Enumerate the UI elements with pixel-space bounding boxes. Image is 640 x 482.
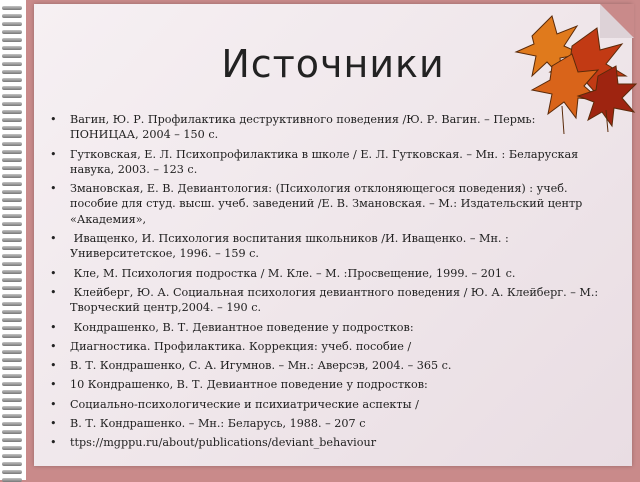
- spiral-ring: [2, 334, 22, 338]
- spiral-ring: [2, 238, 22, 242]
- spiral-ring: [2, 470, 22, 474]
- bullet: •: [50, 320, 57, 334]
- bullet: •: [50, 266, 57, 280]
- spiral-ring: [2, 270, 22, 274]
- spiral-ring: [2, 478, 22, 482]
- list-item-text: Гутковская, Е. Л. Психопрофилактика в школе / Е. Л. Гутковская. – Мн. : Беларуская навука, 2003. – 123 с.: [70, 147, 582, 176]
- spiral-ring: [2, 318, 22, 322]
- spiral-ring: [2, 214, 22, 218]
- list-item-text: Кле, М. Психология подростка / М. Кле. – М. :Просвещение, 1999. – 201 с.: [70, 266, 516, 280]
- spiral-ring: [2, 118, 22, 122]
- spiral-ring: [2, 166, 22, 170]
- spiral-ring: [2, 438, 22, 442]
- list-item-text: В. Т. Кондрашенко. – Мн.: Беларусь, 1988. – 207 с: [70, 417, 366, 431]
- list-item: [46, 320, 606, 335]
- spiral-ring: [2, 182, 22, 186]
- list-item-text: 10 Кондрашенко, В. Т. Девиантное поведение у подростков:: [70, 378, 428, 392]
- list-item-text: Клейберг, Ю. А. Социальная психология девиантного поведения / Ю. А. Клейберг. – М.: Творческий центр,2004. – 190 с.: [70, 285, 602, 315]
- spiral-ring: [2, 398, 22, 402]
- spiral-ring: [2, 54, 22, 58]
- spiral-ring: [2, 70, 22, 74]
- bullet: •: [50, 436, 57, 450]
- list-item-text: В. Т. Кондрашенко, С. А. Игумнов. – Мн.: Аверсэв, 2004. – 365 с.: [70, 359, 452, 373]
- spiral-ring: [2, 102, 22, 106]
- spiral-ring: [2, 302, 22, 306]
- spiral-ring: [2, 446, 22, 450]
- spiral-ring: [2, 278, 22, 282]
- list-item-text: Змановская, Е. В. Девиантология: (Психология отклоняющегося поведения) : учеб. пособие для студ. высш. учеб. заведений /Е. В. Змановская. – М.: Издательский центр «Академия»,: [70, 182, 586, 226]
- spiral-ring: [2, 382, 22, 386]
- bullet: •: [50, 397, 57, 411]
- bullet: •: [50, 113, 57, 126]
- spiral-ring: [2, 38, 22, 42]
- list-item-text: Иващенко, И. Психология воспитания школьников /И. Иващенко. – Мн. : Университетское, 1996. – 159 с.: [70, 232, 513, 261]
- spiral-ring: [2, 414, 22, 418]
- bullet: •: [50, 182, 57, 196]
- list-item-text: Социально-психологические и психиатрические аспекты /: [70, 397, 419, 411]
- list-item-text: Кондрашенко, В. Т. Девиантное поведение у подростков:: [70, 320, 414, 334]
- spiral-ring: [2, 134, 22, 138]
- slide: [26, 0, 640, 480]
- spiral-ring: [2, 310, 22, 314]
- spiral-ring: [2, 206, 22, 210]
- list-item-text: Диагностика. Профилактика. Коррекция: учеб. пособие /: [70, 339, 412, 353]
- spiral-ring: [2, 158, 22, 162]
- spiral-ring: [2, 6, 22, 10]
- spiral-ring: [2, 22, 22, 26]
- spiral-ring: [2, 174, 22, 178]
- list-item-text: Вагин, Ю. Р. Профилактика деструктивного поведения /Ю. Р. Вагин. – Пермь: ПОНИЦАА, 2004 – 150 с.: [70, 113, 539, 142]
- spiral-ring: [2, 142, 22, 146]
- spiral-ring: [2, 358, 22, 362]
- bullet: •: [50, 339, 57, 353]
- spiral-ring: [2, 86, 22, 90]
- spiral-ring: [2, 78, 22, 82]
- spiral-ring: [2, 198, 22, 202]
- list-item: [46, 358, 606, 373]
- spiral-ring: [2, 286, 22, 290]
- spiral-ring: [2, 374, 22, 378]
- spiral-ring: [2, 454, 22, 458]
- spiral-ring: [2, 254, 22, 258]
- list-item: [46, 147, 606, 178]
- spiral-ring: [2, 62, 22, 66]
- list-item: [46, 416, 606, 431]
- spiral-ring: [2, 230, 22, 234]
- list-item: [46, 339, 606, 354]
- bullet: •: [50, 378, 57, 392]
- spiral-ring: [2, 94, 22, 98]
- spiral-ring: [2, 462, 22, 466]
- spiral-ring: [2, 30, 22, 34]
- spiral-ring: [2, 14, 22, 18]
- notebook-spiral: [0, 0, 26, 480]
- spiral-ring: [2, 262, 22, 266]
- slide-title: Источники: [221, 42, 445, 86]
- spiral-ring: [2, 350, 22, 354]
- spiral-ring: [2, 422, 22, 426]
- list-item: [46, 231, 606, 262]
- spiral-ring: [2, 430, 22, 434]
- list-item-text: ttps://mgppu.ru/about/publications/deviant_behaviour: [70, 436, 377, 450]
- list-item: [46, 435, 606, 450]
- bullet: •: [50, 147, 57, 161]
- spiral-ring: [2, 46, 22, 50]
- spiral-ring: [2, 126, 22, 130]
- list-item: [46, 397, 606, 412]
- spiral-ring: [2, 110, 22, 114]
- spiral-ring: [2, 190, 22, 194]
- list-item: [46, 285, 606, 316]
- spiral-ring: [2, 342, 22, 346]
- list-item: [46, 181, 606, 227]
- spiral-ring: [2, 406, 22, 410]
- bullet: •: [50, 359, 57, 373]
- list-item: [46, 266, 606, 281]
- spiral-ring: [2, 366, 22, 370]
- spiral-ring: [2, 150, 22, 154]
- bullet: •: [50, 232, 57, 246]
- bullet: •: [50, 285, 57, 299]
- bullet: •: [50, 417, 57, 431]
- list-item: [46, 377, 606, 392]
- spiral-ring: [2, 390, 22, 394]
- sources-list: [46, 112, 606, 455]
- spiral-ring: [2, 222, 22, 226]
- spiral-ring: [2, 326, 22, 330]
- spiral-ring: [2, 294, 22, 298]
- spiral-ring: [2, 246, 22, 250]
- autumn-leaves-icon: [502, 6, 640, 136]
